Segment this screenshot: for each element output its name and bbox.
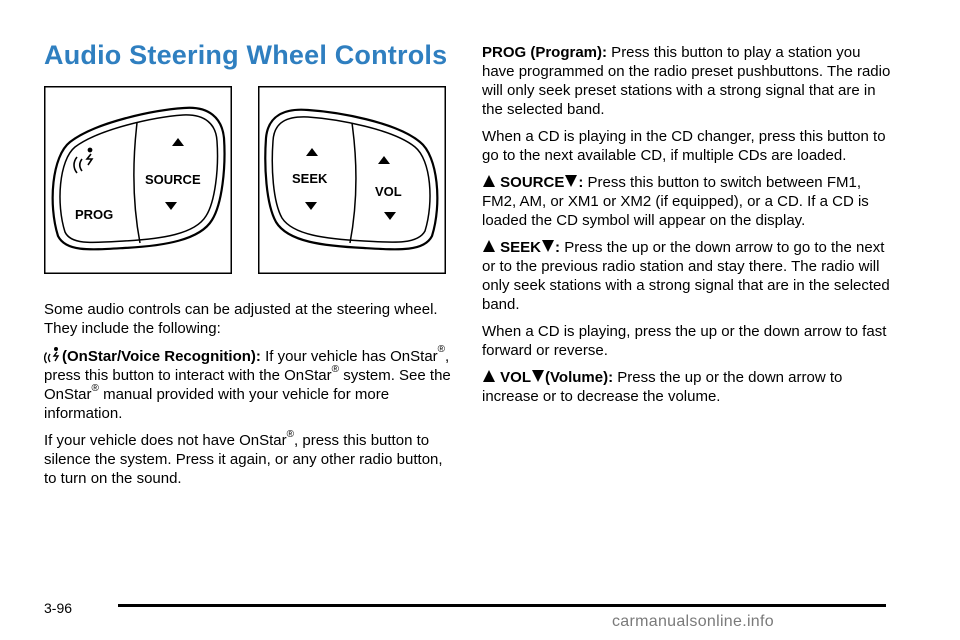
onstar-text-1: If your vehicle has OnStar [260,348,438,365]
onstar-label: (OnStar/Voice Recognition): [62,348,261,365]
prog-text: Press this button to play a station you have programmed on the radio preset pushbuttons. The radio will only seek preset stations with a strong signal that are in the selected band. [482,44,891,118]
watermark: carmanualsonline.info [612,613,774,630]
vol-heading: VOL [500,369,532,386]
prog-cd-paragraph: When a CD is playing in the CD changer, press this button to go to the next available CD, if multiple CDs are loaded. [482,128,886,164]
no-onstar-paragraph [44,431,454,488]
source-text: Press this button to switch between FM1, FM2, AM, or XM1 or XM2 (if equipped), or a CD. If a CD is loaded the CD symbol will appear on the display. [482,174,869,229]
left-text-column [44,300,454,496]
vol-label: VOL [375,184,402,199]
up-arrow-icon [482,239,496,253]
vol-text: Press the up or the down arrow to increase or to decrease the volume. [482,369,843,405]
up-arrow-icon [482,174,496,188]
seek-paragraph [482,238,892,314]
seek-heading: SEEK [500,239,542,256]
page-title: Audio Steering Wheel Controls [44,40,448,70]
figure-prog-source-controls [44,86,232,274]
source-colon: : [578,174,584,191]
down-arrow-icon [564,174,578,188]
no-onstar-text-2: , press this button to silence the system. Press it again, or any other radio button, to turn on the sound. [44,432,443,487]
vol-paragraph [482,368,892,406]
prog-heading: PROG (Program): [482,44,608,61]
down-arrow-icon [531,369,545,383]
registered-mark: ® [286,429,295,440]
vol-heading-volume: (Volume): [545,369,614,386]
prog-source-control-illustration [44,86,232,274]
seek-label: SEEK [292,171,328,186]
page-number: 3-96 [44,600,73,616]
prog-paragraph [482,43,892,119]
voice-recognition-icon [44,346,62,364]
prog-label: PROG [75,207,114,222]
footer-rule [118,604,886,607]
source-heading: SOURCE [500,174,565,191]
source-paragraph [482,173,892,230]
registered-mark: ® [91,383,99,394]
onstar-text-4: manual provided with your vehicle for more information. [44,386,390,422]
up-arrow-icon [482,369,496,383]
seek-text: Press the up or the down arrow to go to the next or to the previous radio station and stay there. The radio will only seek stations with a strong signal that are in the selected band. [482,239,890,313]
registered-mark: ® [331,364,340,375]
intro-paragraph: Some audio controls can be adjusted at the steering wheel. They include the following: [44,301,438,337]
right-text-column [482,43,892,414]
seek-vol-control-illustration [258,86,446,274]
registered-mark: ® [437,344,446,355]
onstar-text-3: system. See the OnStar [44,367,451,403]
down-arrow-icon [541,239,555,253]
source-label: SOURCE [145,172,201,187]
no-onstar-text-1: If your vehicle does not have OnStar [44,432,287,449]
onstar-paragraph [44,346,454,423]
seek-cd-paragraph: When a CD is playing, press the up or the down arrow to fast forward or reverse. [482,323,887,359]
seek-colon: : [555,239,561,256]
figure-seek-vol-controls [258,86,446,274]
onstar-text-2: , press this button to interact with the OnStar [44,348,450,384]
